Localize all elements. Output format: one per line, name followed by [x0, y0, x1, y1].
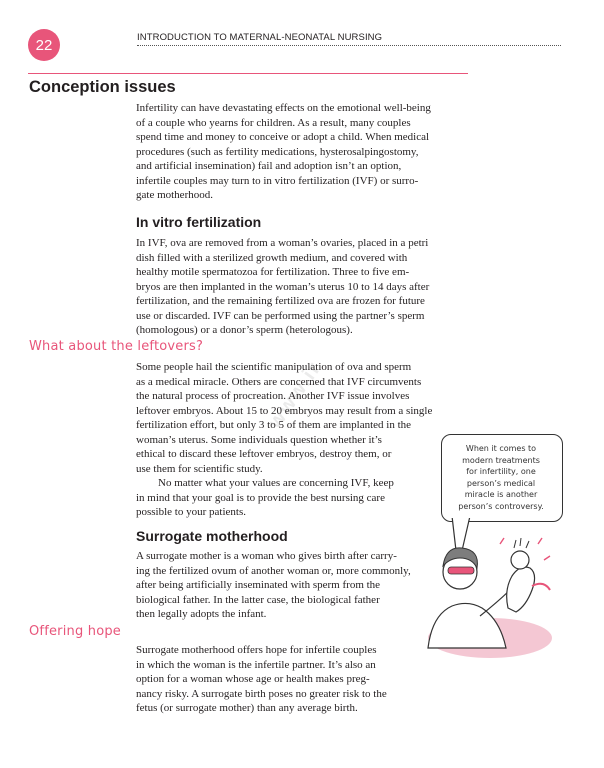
- text-line: (homologous) or a donor’s sperm (heterologous).: [136, 324, 353, 336]
- callout-line: miracle is another: [464, 490, 538, 500]
- callout-line: person’s controversy.: [458, 501, 544, 511]
- text-line: fertilization, and the remaining fertilized ova are frozen for future: [136, 295, 425, 307]
- watermark: www.ir: [264, 357, 327, 433]
- text-line: A surrogate mother is a woman who gives birth after carry-: [136, 550, 397, 562]
- text-line: Some people hail the scientific manipulation of ova and sperm: [136, 361, 412, 373]
- text-line: ing the fertilized ovum of another woman or, more commonly,: [136, 564, 411, 577]
- text-line: Infertility can have devastating effects on the emotional well-being: [136, 102, 431, 114]
- leftovers-side-heading: What about the leftovers?: [29, 339, 204, 354]
- text-line: in mind that your goal is to provide the best nursing care: [136, 491, 385, 504]
- header-dotted-rule: [137, 45, 561, 46]
- text-line: biological father. In the latter case, the biological father: [136, 593, 380, 606]
- text-line: nancy risky. A surrogate birth poses no greater risk to the: [136, 687, 387, 700]
- text-line: Surrogate motherhood offers hope for infertile couples: [136, 644, 377, 656]
- callout-line: for infertility, one: [466, 467, 536, 477]
- text-line: leftover embryos. About 15 to 20 embryos may result from a single: [136, 404, 433, 417]
- ivf-heading: In vitro fertilization: [136, 214, 262, 230]
- text-line: dish filled with a sterilized growth medium, and covered with: [136, 251, 408, 264]
- text-line: infertile couples may turn to in vitro fertilization (IVF) or surro-: [136, 174, 419, 187]
- section-title: Conception issues: [29, 78, 176, 96]
- nurse-body: [428, 603, 506, 648]
- pink-ribbon: [532, 584, 550, 590]
- ivf-paragraph: [136, 236, 429, 338]
- callout-line: person’s medical: [466, 478, 536, 488]
- text-line: possible to your patients.: [136, 506, 246, 518]
- text-line: gate motherhood.: [136, 189, 213, 201]
- callout-line: modern treatments: [462, 455, 540, 465]
- intro-paragraph: [136, 101, 431, 203]
- page-number: 22: [35, 36, 53, 54]
- hope-paragraph: [136, 643, 387, 716]
- text-line: No matter what your values are concerning IVF, keep: [158, 477, 394, 489]
- text-line: fertilization effort, but only 3 to 5 of them are implanted in the: [136, 419, 412, 431]
- text-line: and artificial insemination) fail and adoption isn’t an option,: [136, 160, 402, 172]
- text-line: woman’s uterus. Some individuals question whether it’s: [136, 433, 382, 446]
- callout-line: When it comes to: [465, 444, 537, 453]
- text-line: use or discarded. IVF can be performed using the partner’s sperm: [136, 309, 425, 322]
- text-line: option for a woman whose age or health makes preg-: [136, 673, 370, 685]
- text-line: the natural process of procreation. Another IVF issue involves: [136, 390, 410, 402]
- text-line: procedures (such as fertility medications, hysterosalpingostomy,: [136, 145, 419, 158]
- baby-body: [507, 567, 535, 612]
- text-line: healthy motile spermatozoa for fertilization. Three to five em-: [136, 266, 410, 278]
- text-line: as a medical miracle. Others are concerned that IVF circumvents: [136, 375, 422, 388]
- surrogate-paragraph: [136, 549, 411, 622]
- text-line: bryos are then implanted in the woman’s uterus 10 to 14 days after: [136, 280, 430, 293]
- leftovers-paragraph: [136, 360, 432, 520]
- text-line: then legally adopts the infant.: [136, 608, 267, 620]
- baby-head: [511, 551, 529, 569]
- text-line: fetus (or surrogate mother) than any average birth.: [136, 702, 358, 714]
- text-line: ethical to discard these leftover embryos, destroy them, or: [136, 448, 392, 460]
- text-line: after being artificially inseminated with sperm from the: [136, 579, 381, 591]
- baby-hair: [514, 538, 529, 548]
- running-head: INTRODUCTION TO MATERNAL-NEONATAL NURSING: [137, 32, 383, 43]
- goggles: [448, 567, 474, 574]
- text-line: of a couple who yearns for children. As a result, many couples: [136, 116, 411, 129]
- offering-hope-side-heading: Offering hope: [29, 624, 122, 639]
- page-number-badge: [28, 29, 60, 61]
- text-line: in which the woman is the infertile partner. It’s also an: [136, 658, 376, 671]
- text-line: In IVF, ova are removed from a woman’s ovaries, placed in a petri: [136, 237, 429, 249]
- text-line: spend time and money to conceive or adopt a child. When medical: [136, 131, 430, 143]
- surrogate-heading: Surrogate motherhood: [136, 528, 288, 544]
- text-line: use them for scientific study.: [136, 462, 263, 475]
- section-rule: [28, 73, 468, 74]
- nurse-with-baby-illustration: [420, 520, 568, 660]
- callout-text: [443, 443, 559, 513]
